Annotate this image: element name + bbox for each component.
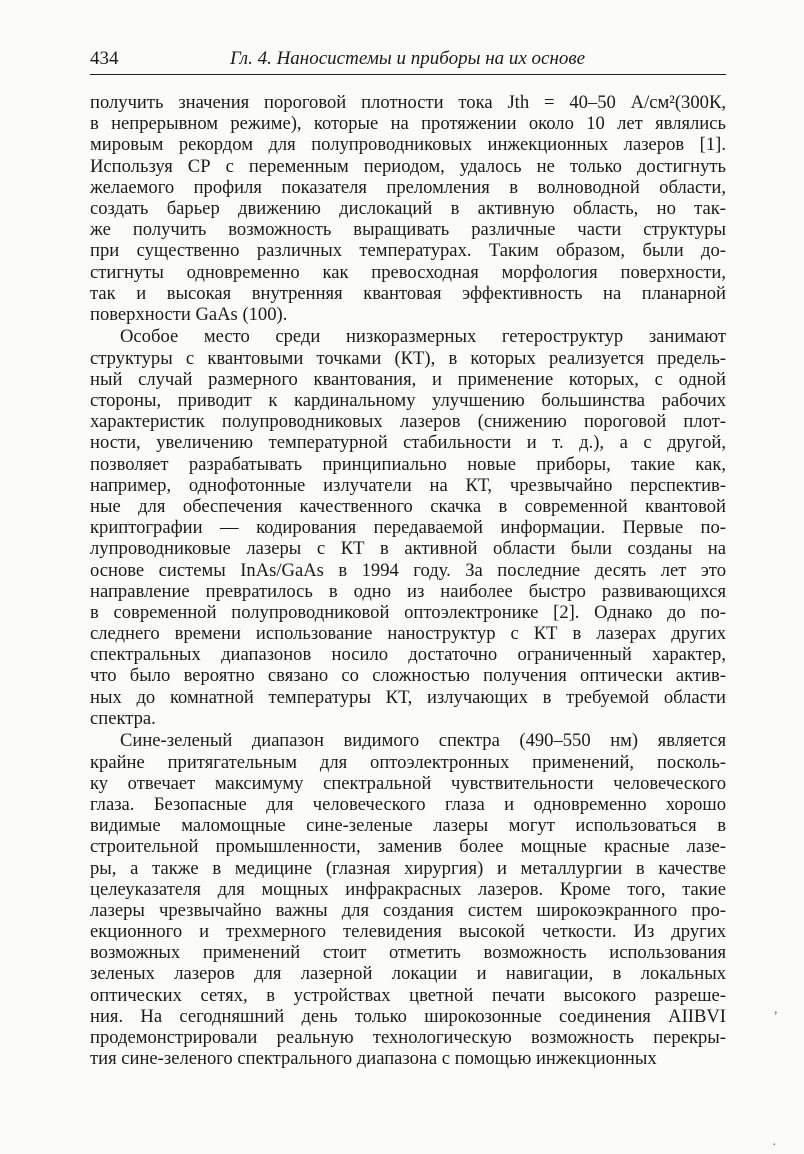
text-line: возможных применений стоит отметить возможность использования <box>90 942 726 964</box>
page-number: 434 <box>90 48 119 69</box>
text-line: получить значения пороговой плотности тока Jth = 40–50 А/см²(300К, <box>90 92 726 113</box>
text-line: позволяет разрабатывать принципиально новые приборы, такие как, <box>90 453 726 475</box>
text-line: Особое место среди низкоразмерных гетероструктур занимают <box>120 326 726 348</box>
text-line: что было вероятно связано со сложностью получения оптически актив- <box>90 665 726 687</box>
text-line: зеленых лазеров для лазерной локации и навигации, в локальных <box>90 963 726 985</box>
margin-mark: · <box>772 1138 777 1153</box>
text-line: поверхности GaAs (100). <box>90 303 288 325</box>
paragraph <box>90 730 726 1069</box>
text-line: лупроводниковые лазеры с КТ в активной области были созданы на <box>90 538 726 560</box>
paragraph <box>90 326 726 729</box>
page-header <box>90 46 726 75</box>
text-line: глаза. Безопасные для человеческого глаза и одновременно хорошо <box>90 793 726 815</box>
text-line: Сине-зеленый диапазон видимого спектра (490–550 нм) является <box>120 730 726 752</box>
text-line: так и высокая внутренняя квантовая эффективность на планарной <box>90 282 726 304</box>
text-line: следнего времени использование наноструктур с КТ в лазерах других <box>90 623 726 645</box>
text-line: же получить возможность выращивать различные части структуры <box>90 219 726 241</box>
margin-mark: , <box>774 1002 778 1017</box>
text-line: например, однофотонные излучатели на КТ, чрезвычайно перспектив- <box>90 474 726 496</box>
text-line: характеристик полупроводниковых лазеров (снижению пороговой плот- <box>90 411 726 433</box>
text-line: строительной промышленности, заменив более мощные красные лазе- <box>90 836 726 858</box>
text-line: целеуказателя для мощных инфракрасных лазеров. Кроме того, такие <box>90 878 726 900</box>
text-line: Используя СР с переменным периодом, удалось не только достигнуть <box>90 155 726 177</box>
text-line: в современной полупроводниковой оптоэлектронике [2]. Однако до по- <box>90 601 726 623</box>
text-line: оптических сетях, в устройствах цветной печати высокого разреше- <box>90 984 726 1006</box>
text-line: видимые маломощные сине-зеленые лазеры могут использоваться в <box>90 815 726 837</box>
text-line: ные для обеспечения качественного скачка в современной квантовой <box>90 495 726 517</box>
text-line: структуры с квантовыми точками (КТ), в которых реализуется предель- <box>90 347 726 369</box>
text-line: стороны, приводит к кардинальному улучшению большинства рабочих <box>90 390 726 412</box>
text-line: создать барьер движению дислокаций в активную область, но так- <box>90 197 726 219</box>
text-line: ры, а также в медицине (глазная хирургия) и металлургии в качестве <box>90 857 726 879</box>
text-line: лазеры чрезвычайно важны для создания систем широкоэкранного про- <box>90 899 726 921</box>
text-line: криптографии — кодирования передаваемой информации. Первые по- <box>90 517 726 539</box>
text-line: ный случай размерного квантования, и применение которых, с одной <box>90 368 726 390</box>
text-line: крайне притягательным для оптоэлектронных применений, посколь- <box>90 751 726 773</box>
text-line: тия сине-зеленого спектрального диапазона с помощью инжекционных <box>90 1048 657 1070</box>
text-line: в непрерывном режиме), которые на протяжении около 10 лет являлись <box>90 113 726 135</box>
text-line: продемонстрировали реальную технологическую возможность перекры- <box>90 1027 726 1049</box>
running-title: Гл. 4. Наносистемы и приборы на их основе <box>230 48 586 69</box>
text-line: основе системы InAs/GaAs в 1994 году. За последние десять лет это <box>90 559 726 581</box>
text-line: желаемого профиля показателя преломления в волноводной области, <box>90 176 726 198</box>
text-line: ных до комнатной температуры КТ, излучающих в требуемой области <box>90 686 726 708</box>
text-line: екционного и трехмерного телевидения высокой четкости. Из других <box>90 921 726 943</box>
text-line: спектральных диапазонов носило достаточно ограниченный характер, <box>90 644 726 666</box>
text-line: ности, увеличению температурной стабильности и т. д.), а с другой, <box>90 432 726 454</box>
text-line: при существенно различных температурах. Таким образом, были до- <box>90 240 726 262</box>
text-line: направление превратилось в одно из наиболее быстро развивающихся <box>90 580 726 602</box>
text-line: ку отвечает максимуму спектральной чувствительности человеческого <box>90 772 726 794</box>
text-line: ния. На сегодняшний день только широкозонные соединения AIIBVI <box>90 1005 726 1027</box>
paragraph <box>90 92 726 325</box>
text-line: мировым рекордом для полупроводниковых инжекционных лазеров [1]. <box>90 134 726 156</box>
text-line: спектра. <box>90 707 156 729</box>
body-text <box>90 92 726 1069</box>
text-line: стигнуты одновременно как превосходная морфология поверхности, <box>90 261 726 283</box>
